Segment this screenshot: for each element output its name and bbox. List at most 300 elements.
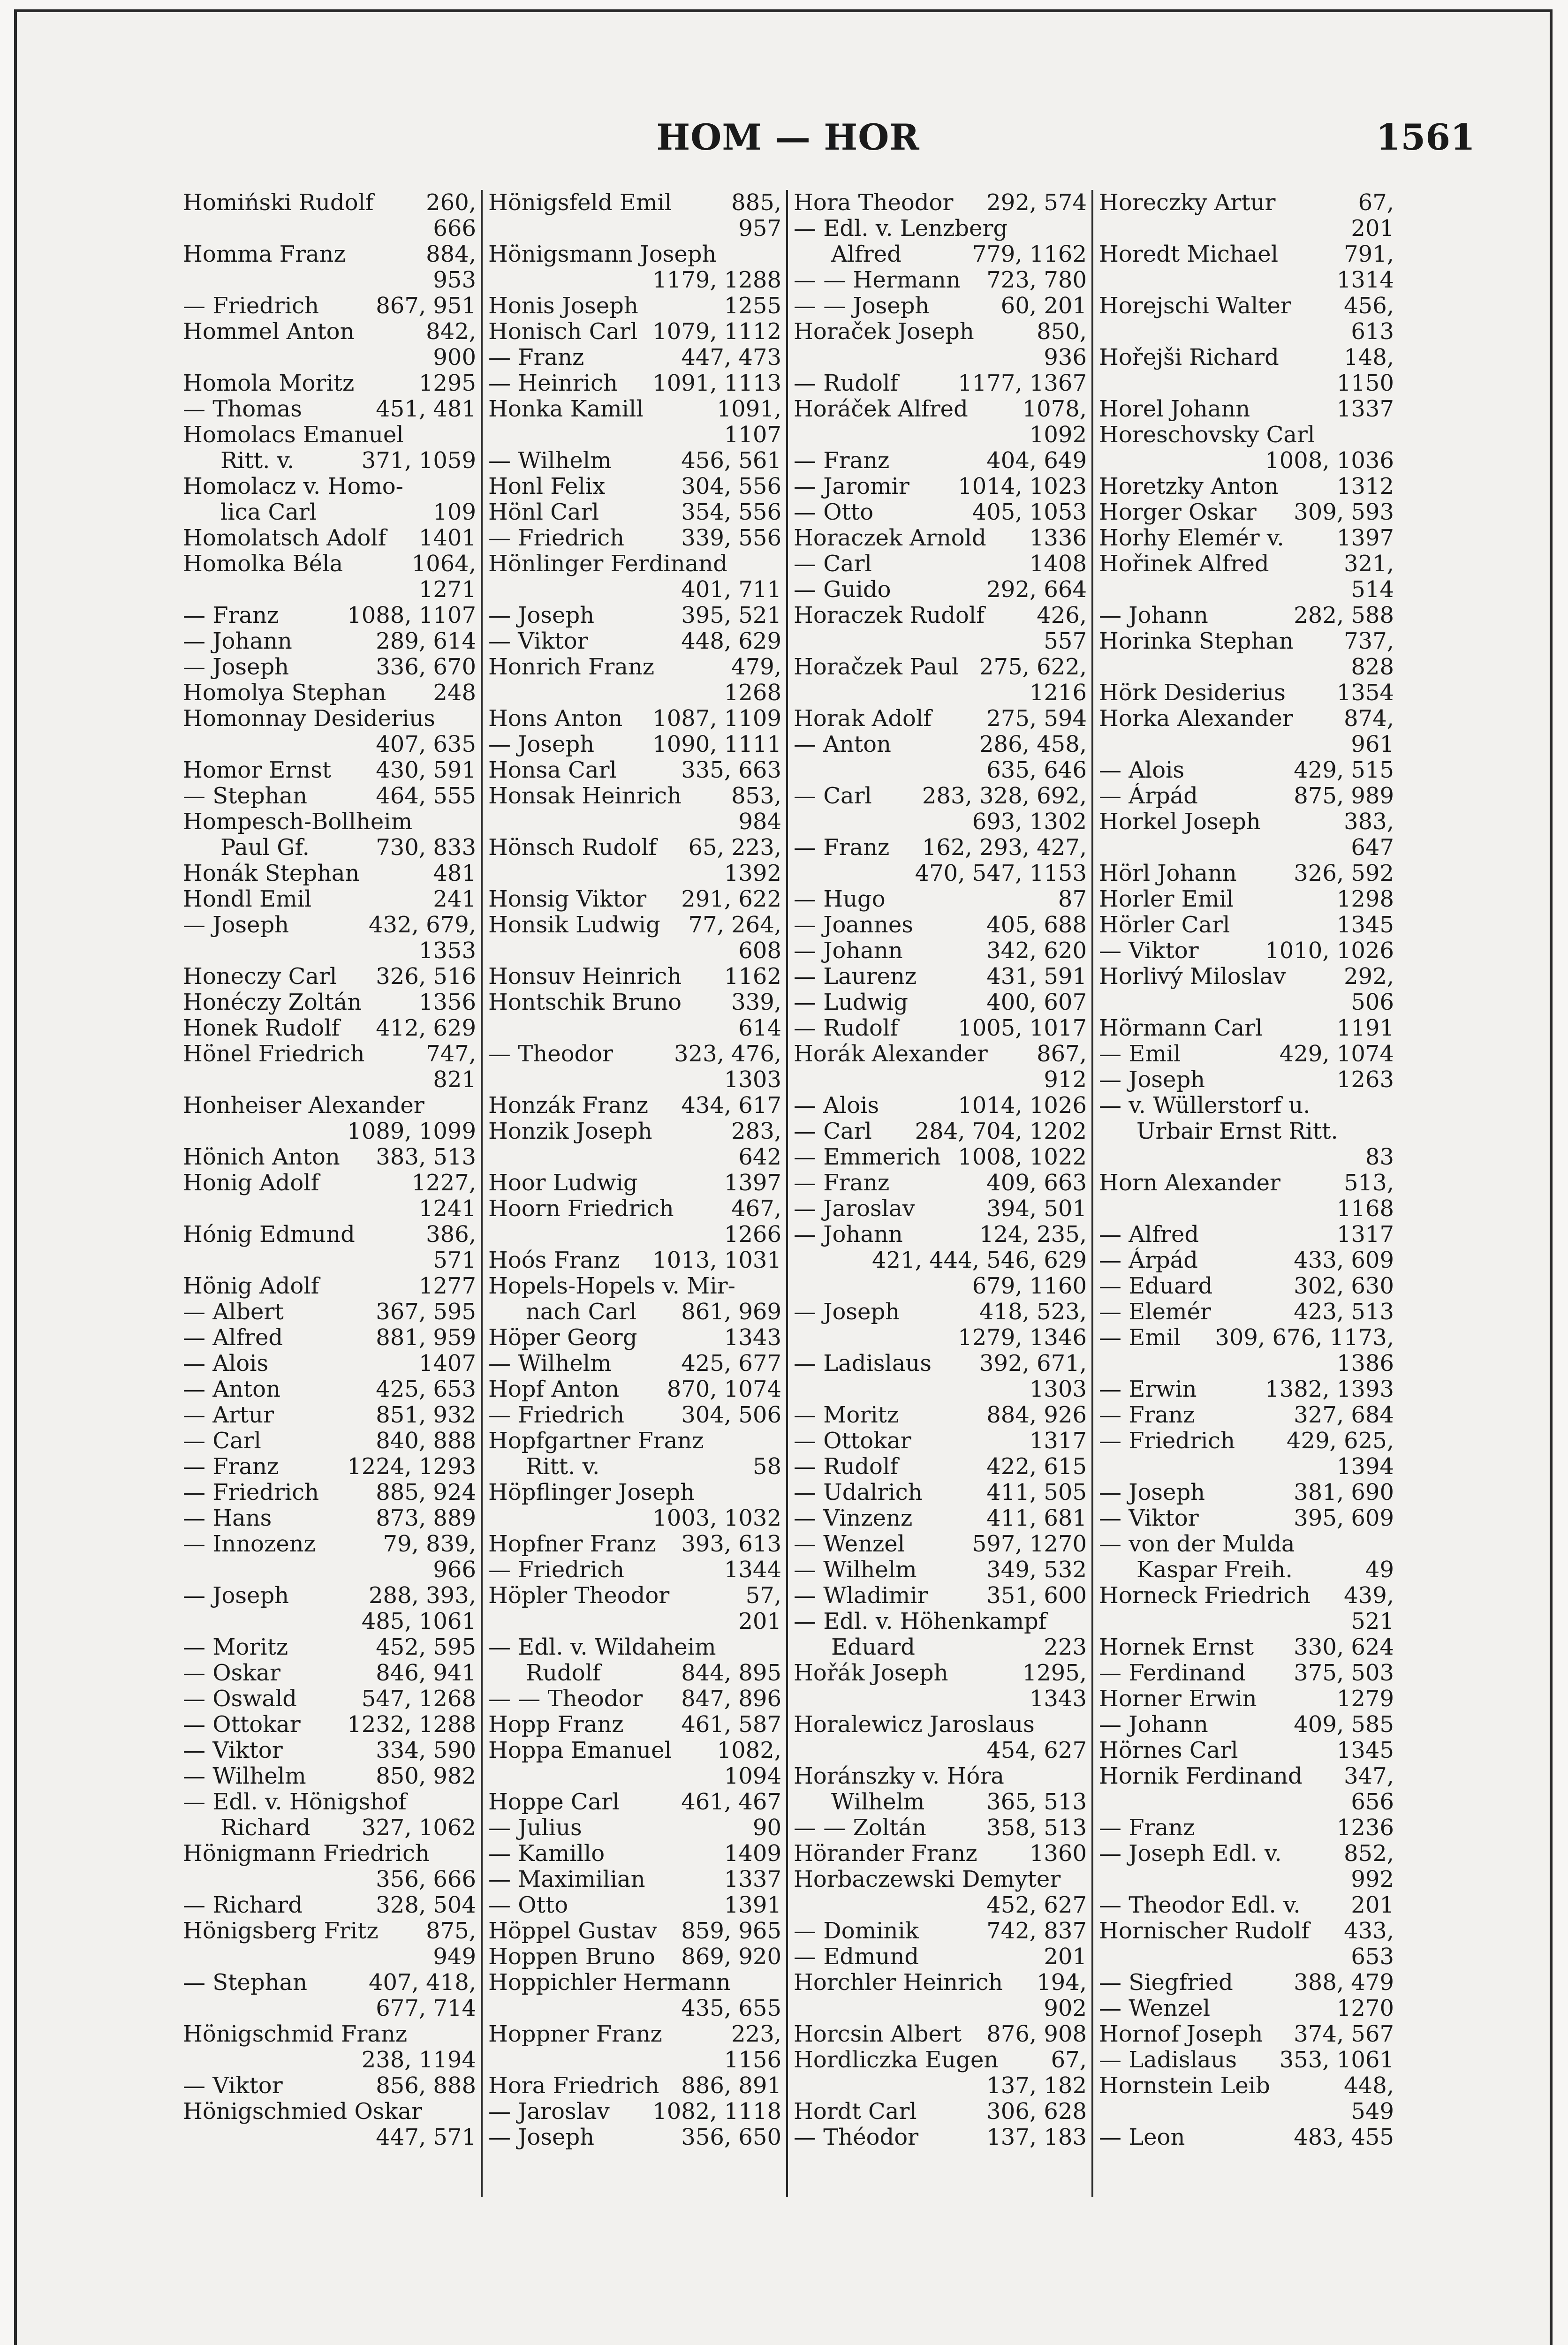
entry-name: Hönel Friedrich <box>183 1041 365 1067</box>
entry-pages: 884, 926 <box>986 1402 1087 1428</box>
entry-pages: 984 <box>738 809 781 835</box>
index-entry <box>1099 2099 1394 2125</box>
index-entry <box>488 1402 781 1428</box>
entry-pages: 881, 959 <box>376 1325 476 1351</box>
entry-name: Hommel Anton <box>183 319 355 345</box>
entry-pages: 79, 839, <box>383 1531 476 1557</box>
index-entry <box>794 938 1087 964</box>
entry-name: — Johann <box>1099 1712 1208 1738</box>
index-entry <box>488 1686 781 1712</box>
index-entry <box>183 1144 476 1170</box>
entry-pages: 861, 969 <box>681 1299 781 1325</box>
index-entry <box>794 1299 1087 1325</box>
entry-pages: 1255 <box>724 293 781 319</box>
entry-name: — Johann <box>794 938 903 964</box>
entry-pages: 422, 615 <box>986 1454 1087 1480</box>
index-entry <box>1099 886 1394 912</box>
index-entry <box>183 319 476 345</box>
entry-name: Horeschovsky Carl <box>1099 422 1315 448</box>
index-entry <box>794 964 1087 990</box>
index-entry <box>794 499 1087 525</box>
index-entry <box>488 242 781 267</box>
entry-name: nach Carl <box>526 1299 637 1325</box>
index-entry <box>1099 216 1394 242</box>
index-entry <box>488 2047 781 2073</box>
entry-pages: 124, 235, <box>979 1222 1087 1248</box>
index-entry <box>1099 396 1394 422</box>
entry-name: — Guido <box>794 577 891 603</box>
index-entry <box>183 1299 476 1325</box>
entry-pages: 162, 293, 427, <box>922 835 1087 861</box>
entry-name: Honis Joseph <box>488 293 638 319</box>
entry-pages: 850, <box>1037 319 1087 345</box>
entry-pages: 840, 888 <box>376 1428 476 1454</box>
entry-pages: 1312 <box>1336 474 1394 499</box>
entry-pages: 451, 481 <box>376 396 476 422</box>
entry-pages: 223, <box>731 2021 781 2047</box>
entry-name: Homma Franz <box>183 242 346 267</box>
entry-pages: 335, 663 <box>681 757 781 783</box>
index-entry <box>794 886 1087 912</box>
entry-pages: 393, 613 <box>681 1531 781 1557</box>
entry-pages: 291, 622 <box>681 886 781 912</box>
index-entry <box>183 1738 476 1763</box>
entry-pages: 1401 <box>418 525 476 551</box>
entry-name: — Carl <box>183 1428 261 1454</box>
index-entry <box>1099 1325 1394 1351</box>
index-entry <box>183 783 476 809</box>
entry-pages: 275, 622, <box>979 654 1087 680</box>
entry-name: Honl Felix <box>488 474 606 499</box>
entry-pages: 87 <box>1058 886 1087 912</box>
entry-name: — Stephan <box>183 1970 308 1996</box>
index-entry <box>1099 1299 1394 1325</box>
index-entry <box>183 1041 476 1067</box>
entry-pages: 400, 607 <box>986 990 1087 1015</box>
entry-pages: 1343 <box>724 1325 781 1351</box>
entry-name: Honsa Carl <box>488 757 617 783</box>
entry-name: — Alois <box>183 1351 269 1377</box>
index-entry <box>488 990 781 1015</box>
index-entry <box>1099 190 1394 216</box>
index-entry <box>794 1248 1087 1273</box>
entry-pages: 327, 684 <box>1294 1402 1394 1428</box>
index-entry <box>1099 1609 1394 1634</box>
entry-name: — Ottokar <box>794 1428 911 1454</box>
entry-pages: 1227, <box>411 1170 476 1196</box>
index-entry <box>183 1944 476 1970</box>
entry-name: Hordt Carl <box>794 2099 917 2125</box>
index-entry <box>794 1867 1087 1892</box>
index-entry <box>183 216 476 242</box>
entry-name: Honka Kamill <box>488 396 644 422</box>
entry-name: — — Hermann <box>794 267 961 293</box>
entry-pages: 949 <box>433 1944 476 1970</box>
index-entry <box>183 1093 476 1119</box>
index-entry <box>1099 1660 1394 1686</box>
index-entry <box>183 396 476 422</box>
entry-pages: 1094 <box>724 1763 781 1789</box>
entry-name: — Siegfried <box>1099 1970 1233 1996</box>
index-entry <box>1099 990 1394 1015</box>
entry-name: — Artur <box>183 1402 274 1428</box>
index-entry <box>794 1480 1087 1505</box>
entry-pages: 1263 <box>1336 1067 1394 1093</box>
entry-pages: 1177, 1367 <box>958 371 1087 396</box>
index-entry <box>183 1815 476 1841</box>
index-entry <box>794 1196 1087 1222</box>
entry-pages: 846, 941 <box>376 1660 476 1686</box>
index-entry <box>183 1686 476 1712</box>
index-entry <box>1099 783 1394 809</box>
index-entry <box>488 1222 781 1248</box>
entry-name: Hoós Franz <box>488 1248 620 1273</box>
index-entry <box>183 2073 476 2099</box>
index-entry <box>488 1763 781 1789</box>
entry-name: Urbair Ernst Ritt. <box>1136 1119 1338 1144</box>
index-entry <box>488 396 781 422</box>
entry-pages: 873, 889 <box>376 1505 476 1531</box>
index-entry <box>794 1944 1087 1970</box>
entry-pages: 395, 521 <box>681 603 781 628</box>
entry-name: Honzák Franz <box>488 1093 648 1119</box>
entry-pages: 433, <box>1344 1918 1394 1944</box>
entry-name: Ritt. v. <box>526 1454 600 1480</box>
entry-pages: 614 <box>738 1015 781 1041</box>
entry-pages: 1005, 1017 <box>958 1015 1087 1041</box>
entry-pages: 201 <box>1351 216 1394 242</box>
entry-pages: 347, <box>1344 1763 1394 1789</box>
entry-name: Homolka Béla <box>183 551 343 577</box>
index-entry <box>488 1454 781 1480</box>
index-entry <box>794 1505 1087 1531</box>
entry-name: — Carl <box>794 783 872 809</box>
index-entry <box>488 422 781 448</box>
entry-name: Horkel Joseph <box>1099 809 1261 835</box>
entry-pages: 456, <box>1344 293 1394 319</box>
index-entry <box>183 525 476 551</box>
index-entry <box>183 293 476 319</box>
entry-pages: 395, 609 <box>1294 1505 1394 1531</box>
entry-pages: 464, 555 <box>376 783 476 809</box>
entry-name: Hónig Edmund <box>183 1222 355 1248</box>
index-entry <box>183 1377 476 1402</box>
index-entry <box>1099 345 1394 371</box>
index-entry <box>183 2099 476 2125</box>
index-entry <box>183 1789 476 1815</box>
entry-pages: 1277 <box>418 1273 476 1299</box>
index-entry <box>183 835 476 861</box>
entry-name: Horánszky v. Hóra <box>794 1763 1004 1789</box>
index-entry <box>794 1222 1087 1248</box>
entry-pages: 1356 <box>418 990 476 1015</box>
index-entry <box>488 912 781 938</box>
index-entry <box>1099 1144 1394 1170</box>
index-entry <box>183 577 476 603</box>
entry-name: — Jaroslav <box>794 1196 915 1222</box>
entry-name: Honzik Joseph <box>488 1119 652 1144</box>
entry-pages: 292, <box>1344 964 1394 990</box>
entry-pages: 1337 <box>724 1867 781 1892</box>
entry-pages: 747, <box>426 1041 476 1067</box>
entry-pages: 723, 780 <box>986 267 1087 293</box>
entry-name: Hörl Johann <box>1099 861 1237 886</box>
entry-pages: 1345 <box>1336 1738 1394 1763</box>
index-entry <box>794 216 1087 242</box>
entry-pages: 779, 1162 <box>972 242 1087 267</box>
entry-pages: 425, 677 <box>681 1351 781 1377</box>
index-entry <box>1099 1170 1394 1196</box>
index-entry <box>183 267 476 293</box>
entry-name: — Emil <box>1099 1325 1181 1351</box>
entry-pages: 842, <box>426 319 476 345</box>
entry-pages: 429, 1074 <box>1279 1041 1394 1067</box>
entry-name: Hoppa Emanuel <box>488 1738 672 1763</box>
index-entry <box>183 1119 476 1144</box>
index-entry <box>1099 319 1394 345</box>
index-entry <box>488 319 781 345</box>
index-entry <box>794 912 1087 938</box>
index-entry <box>1099 2047 1394 2073</box>
entry-name: — Rudolf <box>794 371 899 396</box>
index-entry <box>183 1892 476 1918</box>
entry-name: — Wenzel <box>1099 1996 1211 2021</box>
index-entry <box>794 1144 1087 1170</box>
entry-pages: 506 <box>1351 990 1394 1015</box>
entry-name: — Theodor Edl. v. <box>1099 1892 1301 1918</box>
entry-pages: 137, 183 <box>986 2125 1087 2150</box>
entry-name: Horka Alexander <box>1099 706 1293 732</box>
entry-pages: 1090, 1111 <box>652 732 781 757</box>
entry-name: — Viktor <box>183 1738 283 1763</box>
index-entry <box>183 551 476 577</box>
entry-name: — Moritz <box>183 1634 288 1660</box>
entry-pages: 356, 666 <box>376 1867 476 1892</box>
index-entry <box>488 293 781 319</box>
entry-name: — Joseph <box>183 1583 289 1609</box>
entry-name: — Emmerich <box>794 1144 941 1170</box>
entry-pages: 90 <box>752 1815 781 1841</box>
index-entry <box>794 2073 1087 2099</box>
index-entry <box>183 1996 476 2021</box>
entry-name: Horáček Alfred <box>794 396 968 422</box>
entry-name: Honisch Carl <box>488 319 638 345</box>
index-entry <box>488 1273 781 1299</box>
index-entry <box>183 448 476 474</box>
index-entry <box>1099 2125 1394 2150</box>
index-entry <box>183 1248 476 1273</box>
index-entry <box>1099 1119 1394 1144</box>
index-entry <box>488 2099 781 2125</box>
entry-pages: 374, 567 <box>1294 2021 1394 2047</box>
entry-pages: 1092 <box>1029 422 1087 448</box>
index-entry <box>794 1712 1087 1738</box>
entry-pages: 223 <box>1044 1634 1087 1660</box>
entry-name: Hoppichler Hermann <box>488 1970 731 1996</box>
entry-pages: 730, 833 <box>376 835 476 861</box>
index-entry <box>183 2021 476 2047</box>
index-entry <box>794 371 1087 396</box>
entry-name: — Anton <box>794 732 891 757</box>
index-entry <box>488 732 781 757</box>
index-entry <box>794 1454 1087 1480</box>
entry-pages: 467, <box>731 1196 781 1222</box>
entry-name: Hornstein Leib <box>1099 2073 1270 2099</box>
entry-pages: 292, 664 <box>986 577 1087 603</box>
entry-pages: 409, 663 <box>986 1170 1087 1196</box>
entry-pages: 411, 505 <box>986 1480 1087 1505</box>
index-entry <box>488 835 781 861</box>
index-entry <box>1099 706 1394 732</box>
index-entry <box>1099 1248 1394 1273</box>
entry-name: — Emil <box>1099 1041 1181 1067</box>
entry-pages: 60, 201 <box>1000 293 1087 319</box>
entry-pages: 407, 418, <box>368 1970 476 1996</box>
index-entry <box>488 2073 781 2099</box>
index-entry <box>794 2047 1087 2073</box>
index-entry <box>794 448 1087 474</box>
entry-pages: 1014, 1026 <box>958 1093 1087 1119</box>
index-entry <box>183 1867 476 1892</box>
entry-pages: 613 <box>1351 319 1394 345</box>
index-entry <box>794 319 1087 345</box>
index-entry <box>488 1841 781 1867</box>
entry-name: Hora Friedrich <box>488 2073 659 2099</box>
column-2 <box>483 190 788 2197</box>
entry-pages: 821 <box>433 1067 476 1093</box>
page-number: 1561 <box>1376 116 1475 158</box>
entry-name: Hons Anton <box>488 706 623 732</box>
entry-pages: 966 <box>433 1557 476 1583</box>
entry-name: Höper Georg <box>488 1325 637 1351</box>
entry-name: Hoppner Franz <box>488 2021 662 2047</box>
index-entry <box>794 1583 1087 1609</box>
entry-name: Hornik Ferdinand <box>1099 1763 1303 1789</box>
entry-name: Horák Alexander <box>794 1041 988 1067</box>
entry-name: Hopels-Hopels v. Mir- <box>488 1273 735 1299</box>
entry-pages: 356, 650 <box>681 2125 781 2150</box>
entry-pages: 1382, 1393 <box>1265 1377 1394 1402</box>
index-entry <box>183 1634 476 1660</box>
entry-pages: 1394 <box>1336 1454 1394 1480</box>
entry-name: — Jaromir <box>794 474 909 499</box>
entry-name: Horaczek Arnold <box>794 525 986 551</box>
index-entry <box>794 190 1087 216</box>
entry-pages: 1353 <box>418 938 476 964</box>
entry-pages: 430, 591 <box>376 757 476 783</box>
index-entry <box>488 525 781 551</box>
entry-pages: 330, 624 <box>1294 1634 1394 1660</box>
index-entry <box>183 1067 476 1093</box>
entry-name: — Otto <box>488 1892 568 1918</box>
entry-pages: 514 <box>1351 577 1394 603</box>
index-entry <box>794 1789 1087 1815</box>
entry-name: Hoorn Friedrich <box>488 1196 674 1222</box>
entry-name: Horchler Heinrich <box>794 1970 1003 1996</box>
index-entry <box>488 448 781 474</box>
index-entry <box>488 861 781 886</box>
entry-pages: 435, 655 <box>681 1996 781 2021</box>
index-entry <box>1099 1273 1394 1299</box>
index-entry <box>488 1325 781 1351</box>
entry-name: — Théodor <box>794 2125 919 2150</box>
entry-pages: 875, 989 <box>1294 783 1394 809</box>
entry-name: — Albert <box>183 1299 284 1325</box>
index-entry <box>183 1273 476 1299</box>
index-entry <box>488 628 781 654</box>
entry-pages: 1303 <box>1029 1377 1087 1402</box>
index-entry <box>1099 603 1394 628</box>
entry-name: — Ladislaus <box>794 1351 932 1377</box>
entry-pages: 67, <box>1051 2047 1087 2073</box>
index-entry <box>488 1196 781 1222</box>
entry-pages: 339, 556 <box>681 525 781 551</box>
index-entry <box>1099 525 1394 551</box>
page-title: HOM — HOR <box>656 116 920 158</box>
entry-pages: 1268 <box>724 680 781 706</box>
index-entry <box>1099 680 1394 706</box>
entry-name: Homolya Stephan <box>183 680 386 706</box>
entry-pages: 77, 264, <box>688 912 781 938</box>
entry-pages: 454, 627 <box>986 1738 1087 1763</box>
entry-pages: 852, <box>1344 1841 1394 1867</box>
entry-name: Hornof Joseph <box>1099 2021 1263 2047</box>
entry-pages: 405, 688 <box>986 912 1087 938</box>
entry-name: — Franz <box>1099 1815 1195 1841</box>
entry-name: — Joseph Edl. v. <box>1099 1841 1282 1867</box>
index-entry <box>183 964 476 990</box>
entry-pages: 608 <box>738 938 781 964</box>
entry-pages: 339, <box>731 990 781 1015</box>
entry-pages: 1386 <box>1336 1351 1394 1377</box>
entry-name: — Joseph <box>488 603 595 628</box>
entry-name: Hörk Desiderius <box>1099 680 1286 706</box>
entry-pages: 137, 182 <box>986 2073 1087 2099</box>
entry-pages: 1279, 1346 <box>958 1325 1087 1351</box>
entry-pages: 1082, <box>717 1738 781 1763</box>
index-entry <box>488 1351 781 1377</box>
entry-name: lica Carl <box>220 499 317 525</box>
index-entry <box>1099 861 1394 886</box>
index-entry <box>1099 293 1394 319</box>
index-entry <box>794 1119 1087 1144</box>
entry-pages: 1337 <box>1336 396 1394 422</box>
entry-pages: 1392 <box>724 861 781 886</box>
index-entry <box>488 1428 781 1454</box>
entry-pages: 1191 <box>1336 1015 1394 1041</box>
index-entry <box>794 809 1087 835</box>
index-entry <box>183 1712 476 1738</box>
index-entry <box>488 1480 781 1505</box>
index-entry <box>794 474 1087 499</box>
entry-pages: 288, 393, <box>368 1583 476 1609</box>
entry-name: Hönigsfeld Emil <box>488 190 672 216</box>
index-entry <box>794 1634 1087 1660</box>
entry-name: Eduard <box>831 1634 915 1660</box>
entry-name: Hornek Ernst <box>1099 1634 1254 1660</box>
entry-pages: 326, 516 <box>376 964 476 990</box>
entry-pages: 283, 328, 692, <box>922 783 1087 809</box>
entry-pages: 656 <box>1351 1789 1394 1815</box>
entry-pages: 902 <box>1044 1996 1087 2021</box>
entry-pages: 456, 561 <box>681 448 781 474</box>
entry-pages: 1089, 1099 <box>347 1119 476 1144</box>
entry-name: — Joseph <box>794 1299 900 1325</box>
entry-pages: 201 <box>738 1609 781 1634</box>
entry-name: — Árpád <box>1099 783 1198 809</box>
entry-name: — Jaroslav <box>488 2099 610 2125</box>
entry-name: Hoor Ludwig <box>488 1170 638 1196</box>
